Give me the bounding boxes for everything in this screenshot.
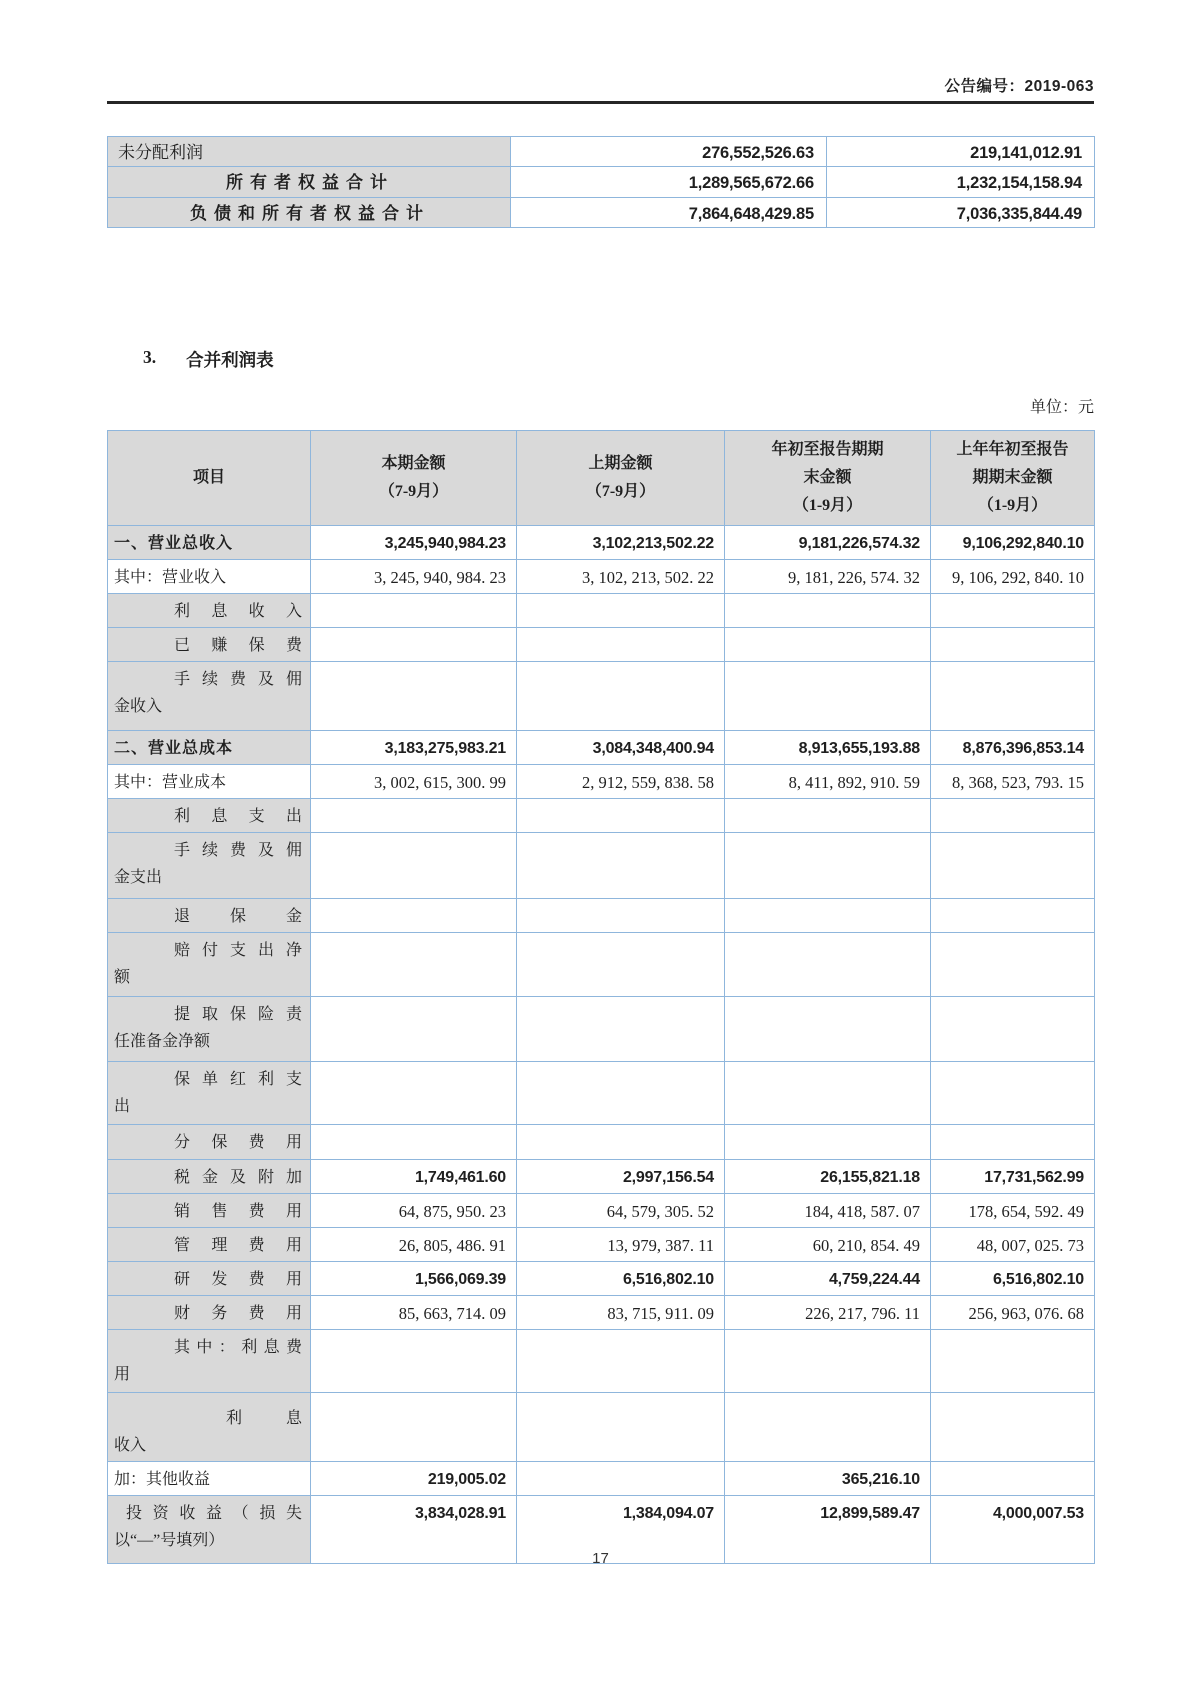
value-cell: 64, 579, 305. 52	[517, 1194, 725, 1228]
value-cell	[311, 1393, 517, 1462]
income-row	[108, 899, 1095, 933]
row-label-cell: 其中：利息费 用	[108, 1330, 311, 1393]
value-cell: 64, 875, 950. 23	[311, 1194, 517, 1228]
value-cell	[931, 1393, 1095, 1462]
row-label-cell: 手续费及佣 金收入	[108, 662, 311, 731]
income-row	[108, 731, 1095, 765]
value-cell: 3,245,940,984.23	[311, 526, 517, 560]
value-cell	[311, 628, 517, 662]
row-label-cell: 分保费用	[108, 1125, 311, 1160]
row-label-cell: 二、营业总成本	[108, 731, 311, 765]
value-cell	[725, 899, 931, 933]
value-cell: 184, 418, 587. 07	[725, 1194, 931, 1228]
value-cell: 256, 963, 076. 68	[931, 1296, 1095, 1330]
value-cell: 6,516,802.10	[517, 1262, 725, 1296]
value-cell: 4,759,224.44	[725, 1262, 931, 1296]
income-row	[108, 765, 1095, 799]
value-cell: 8,913,655,193.88	[725, 731, 931, 765]
header-rule	[107, 101, 1094, 104]
equity-label-cell: 负债和所有者权益合计	[108, 198, 511, 228]
row-label-cell: 财务费用	[108, 1296, 311, 1330]
income-row	[108, 1194, 1095, 1228]
row-label-cell: 税金及附加	[108, 1160, 311, 1194]
value-cell: 1,384,094.07	[517, 1496, 725, 1564]
income-row	[108, 1262, 1095, 1296]
value-cell	[931, 833, 1095, 899]
value-cell	[517, 628, 725, 662]
equity-row	[108, 167, 1095, 198]
value-cell	[311, 833, 517, 899]
value-cell	[725, 1125, 931, 1160]
value-cell	[517, 997, 725, 1062]
value-cell	[725, 833, 931, 899]
value-cell: 13, 979, 387. 11	[517, 1228, 725, 1262]
row-label-cell: 其中：营业成本	[108, 765, 311, 799]
value-cell	[931, 662, 1095, 731]
value-cell: 26,155,821.18	[725, 1160, 931, 1194]
value-cell	[311, 799, 517, 833]
value-cell	[931, 594, 1095, 628]
value-cell: 83, 715, 911. 09	[517, 1296, 725, 1330]
income-header-cell: 本期金额 （7-9月）	[311, 431, 517, 526]
value-cell: 8, 368, 523, 793. 15	[931, 765, 1095, 799]
row-label-cell: 已赚保费	[108, 628, 311, 662]
row-label-cell: 投资收益（损失 以“—”号填列）	[108, 1496, 311, 1564]
value-cell	[931, 799, 1095, 833]
income-row	[108, 594, 1095, 628]
value-cell: 3, 002, 615, 300. 99	[311, 765, 517, 799]
value-cell	[517, 1125, 725, 1160]
value-cell: 85, 663, 714. 09	[311, 1296, 517, 1330]
equity-value-cell: 7,864,648,429.85	[511, 198, 827, 228]
row-label-cell: 利息 收入	[108, 1393, 311, 1462]
value-cell: 3, 102, 213, 502. 22	[517, 560, 725, 594]
value-cell: 1,749,461.60	[311, 1160, 517, 1194]
row-label-cell: 赔付支出净 额	[108, 933, 311, 997]
value-cell: 12,899,589.47	[725, 1496, 931, 1564]
value-cell: 26, 805, 486. 91	[311, 1228, 517, 1262]
value-cell	[517, 594, 725, 628]
section-number: 3.	[143, 347, 157, 367]
value-cell	[517, 1393, 725, 1462]
value-cell	[311, 594, 517, 628]
value-cell: 219,005.02	[311, 1462, 517, 1496]
value-cell	[931, 628, 1095, 662]
row-label-cell: 利息支出	[108, 799, 311, 833]
income-row	[108, 1125, 1095, 1160]
income-header-cell: 上期金额 （7-9月）	[517, 431, 725, 526]
value-cell: 9,181,226,574.32	[725, 526, 931, 560]
value-cell	[517, 1062, 725, 1125]
equity-value-cell: 276,552,526.63	[511, 137, 827, 167]
value-cell	[931, 1062, 1095, 1125]
value-cell	[725, 933, 931, 997]
row-label-cell: 管理费用	[108, 1228, 311, 1262]
row-label-cell: 提取保险责 任准备金净额	[108, 997, 311, 1062]
row-label-cell: 一、营业总收入	[108, 526, 311, 560]
value-cell	[725, 799, 931, 833]
equity-value-cell: 219,141,012.91	[827, 137, 1095, 167]
equity-label-cell: 未分配利润	[108, 137, 511, 167]
value-cell: 226, 217, 796. 11	[725, 1296, 931, 1330]
value-cell: 60, 210, 854. 49	[725, 1228, 931, 1262]
value-cell	[311, 933, 517, 997]
equity-row	[108, 137, 1095, 167]
income-row	[108, 997, 1095, 1062]
equity-value-cell: 7,036,335,844.49	[827, 198, 1095, 228]
income-row	[108, 662, 1095, 731]
value-cell: 4,000,007.53	[931, 1496, 1095, 1564]
equity-value-cell: 1,289,565,672.66	[511, 167, 827, 198]
row-label-cell: 利息收入	[108, 594, 311, 628]
income-table	[107, 430, 1095, 1564]
income-header-cell: 项目	[108, 431, 311, 526]
value-cell	[725, 628, 931, 662]
value-cell	[311, 997, 517, 1062]
value-cell	[517, 833, 725, 899]
value-cell	[725, 594, 931, 628]
row-label-cell: 保单红利支 出	[108, 1062, 311, 1125]
value-cell: 2,997,156.54	[517, 1160, 725, 1194]
value-cell	[931, 1125, 1095, 1160]
value-cell: 6,516,802.10	[931, 1262, 1095, 1296]
row-label-cell: 其中：营业收入	[108, 560, 311, 594]
income-row	[108, 628, 1095, 662]
value-cell: 9, 106, 292, 840. 10	[931, 560, 1095, 594]
income-header-cell: 上年年初至报告 期期末金额 （1-9月）	[931, 431, 1095, 526]
income-row	[108, 1062, 1095, 1125]
section-title: 合并利润表	[186, 350, 274, 370]
value-cell	[517, 1330, 725, 1393]
value-cell	[517, 1462, 725, 1496]
row-label-cell: 退保金	[108, 899, 311, 933]
value-cell: 3, 245, 940, 984. 23	[311, 560, 517, 594]
value-cell	[517, 799, 725, 833]
value-cell	[311, 899, 517, 933]
income-row	[108, 560, 1095, 594]
value-cell	[311, 662, 517, 731]
income-table-body	[108, 526, 1095, 1564]
equity-label-cell: 所有者权益合计	[108, 167, 511, 198]
value-cell	[311, 1125, 517, 1160]
income-header-cell: 年初至报告期期 末金额 （1-9月）	[725, 431, 931, 526]
value-cell	[725, 1330, 931, 1393]
value-cell	[311, 1330, 517, 1393]
income-row	[108, 833, 1095, 899]
value-cell	[517, 933, 725, 997]
row-label-cell: 研发费用	[108, 1262, 311, 1296]
row-label-cell: 手续费及佣 金支出	[108, 833, 311, 899]
value-cell: 178, 654, 592. 49	[931, 1194, 1095, 1228]
value-cell	[725, 997, 931, 1062]
value-cell	[931, 899, 1095, 933]
value-cell	[931, 997, 1095, 1062]
income-row	[108, 933, 1095, 997]
value-cell	[931, 1462, 1095, 1496]
value-cell	[517, 662, 725, 731]
income-row	[108, 526, 1095, 560]
value-cell	[725, 1062, 931, 1125]
income-header-row	[108, 431, 1095, 526]
value-cell: 1,566,069.39	[311, 1262, 517, 1296]
income-row	[108, 1160, 1095, 1194]
section-heading	[143, 347, 274, 372]
income-row	[108, 799, 1095, 833]
row-label-cell: 加：其他收益	[108, 1462, 311, 1496]
value-cell: 9,106,292,840.10	[931, 526, 1095, 560]
equity-table	[107, 136, 1095, 228]
value-cell: 3,084,348,400.94	[517, 731, 725, 765]
value-cell	[931, 933, 1095, 997]
page-number: 17	[592, 1550, 609, 1567]
income-row	[108, 1228, 1095, 1262]
value-cell: 3,102,213,502.22	[517, 526, 725, 560]
equity-table-body	[108, 137, 1095, 228]
value-cell: 48, 007, 025. 73	[931, 1228, 1095, 1262]
value-cell: 3,183,275,983.21	[311, 731, 517, 765]
value-cell	[931, 1330, 1095, 1393]
doc-number: 公告编号：2019-063	[944, 78, 1094, 95]
value-cell: 9, 181, 226, 574. 32	[725, 560, 931, 594]
value-cell: 365,216.10	[725, 1462, 931, 1496]
value-cell: 17,731,562.99	[931, 1160, 1095, 1194]
income-row	[108, 1393, 1095, 1462]
value-cell: 8,876,396,853.14	[931, 731, 1095, 765]
value-cell	[725, 662, 931, 731]
value-cell	[725, 1393, 931, 1462]
income-row	[108, 1330, 1095, 1393]
unit-label: 单位：元	[1029, 399, 1094, 416]
value-cell: 8, 411, 892, 910. 59	[725, 765, 931, 799]
income-row	[108, 1296, 1095, 1330]
value-cell: 2, 912, 559, 838. 58	[517, 765, 725, 799]
value-cell: 3,834,028.91	[311, 1496, 517, 1564]
income-row	[108, 1462, 1095, 1496]
equity-value-cell: 1,232,154,158.94	[827, 167, 1095, 198]
value-cell	[311, 1062, 517, 1125]
row-label-cell: 销售费用	[108, 1194, 311, 1228]
value-cell	[517, 899, 725, 933]
equity-row	[108, 198, 1095, 228]
